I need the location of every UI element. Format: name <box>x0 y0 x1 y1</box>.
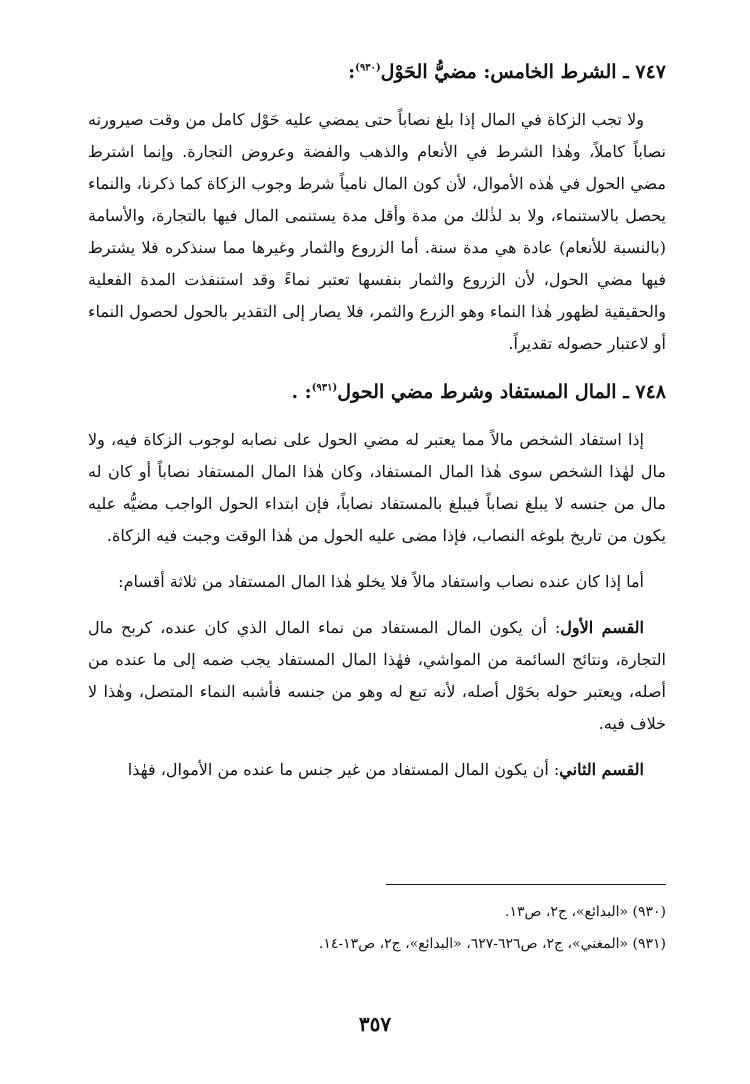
heading-colon: : <box>348 61 356 83</box>
heading-colon: : . <box>291 381 312 403</box>
part-text: : أن يكون المال المستفاد من غير جنس ما عنده من الأموال، فهٰذا <box>127 760 560 779</box>
heading-text: ٧٤٧ ـ الشرط الخامس: مضيُّ الحَوْل <box>380 61 666 83</box>
footnotes <box>88 896 666 960</box>
part-label: القسم الأول <box>560 618 645 637</box>
part-label: القسم الثاني <box>559 760 644 779</box>
page-number: ٣٥٧ <box>358 1012 392 1036</box>
part-first <box>88 612 666 740</box>
part-text: : أن يكون المال المستفاد من نماء المال الذي كان عنده، كربح مال التجارة، ونتائج السائمة من المواشي، فهٰذا المال المستفاد يجب ضمه إلى ما عنده من أصله، ويعتبر حوله بحَوْل أصله، لأنه تبع له وهو من جنسه فأشبه النماء المتصل، وهٰذا لا خلاف فيه. <box>88 618 666 733</box>
section-heading-747 <box>88 58 666 86</box>
paragraph: إذا استفاد الشخص مالاً مما يعتبر له مضي الحول على نصابه لوجوب الزكاة فيه، ولا مال لهٰذا الشخص سوى هٰذا المال المستفاد، وكان هٰذا المال المستفاد نصاباً أو كان له مال من جنسه لا يبلغ نصاباً فيبلغ بالمستفاد نصاباً، فإن ابتداء الحول الواجب مضيُّه عليه يكون من تاريخ بلوغه النصاب، فإذا مضى عليه الحول من هٰذا الوقت وجبت فيه الزكاة. <box>88 430 666 545</box>
heading-text: ٧٤٨ ـ المال المستفاد وشرط مضي الحول <box>337 381 666 403</box>
footnote-ref[interactable]: (٩٣١) <box>311 382 338 394</box>
part-second <box>88 754 666 786</box>
page-body <box>88 58 666 800</box>
section-heading-748 <box>88 378 666 406</box>
footnote-931: (٩٣١) «المغني»، ج٢، ص٦٢٦-٦٢٧، «البدائع»، ج٢، ص١٣-١٤. <box>318 936 666 952</box>
paragraph: أما إذا كان عنده نصاب واستفاد مالاً فلا يخلو هٰذا المال المستفاد من ثلاثة أقسام: <box>118 572 644 591</box>
footnote-930: (٩٣٠) «البدائع»، ج٢، ص١٣. <box>505 904 666 920</box>
paragraph: ولا تجب الزكاة في المال إذا بلغ نصاباً حتى يمضي عليه حَوْل كامل من وقت صيرورته نصاباً كاملاً، وهٰذا الشرط في الأنعام والذهب والفضة وعروض التجارة. وإنما اشترط مضي الحول في هٰذه الأموال، لأن كون المال نامياً شرط وجوب الزكاة كما ذكرنا، والنماء يحصل بالاستنماء، ولا بد لذٰلك من مدة وأقل مدة يستنمى المال فيها بالتجارة، والأسامة (بالنسبة للأنعام) عادة هي مدة سنة. أما الزروع والثمار وغيرها مما سنذكره فلا يشترط فيها مضي الحول، لأن الزروع والثمار بنفسها تعتبر نماءً وقد استنفذت المدة الفعلية والحقيقية لظهور هٰذا النماء وهو الزرع والثمر، فلا يصار إلى التقدير بالحول لحصول النماء أو لاعتبار حصوله تقديراً. <box>88 110 667 353</box>
footnote-divider <box>386 884 666 885</box>
footnote-ref[interactable]: (٩٣٠) <box>355 62 381 74</box>
